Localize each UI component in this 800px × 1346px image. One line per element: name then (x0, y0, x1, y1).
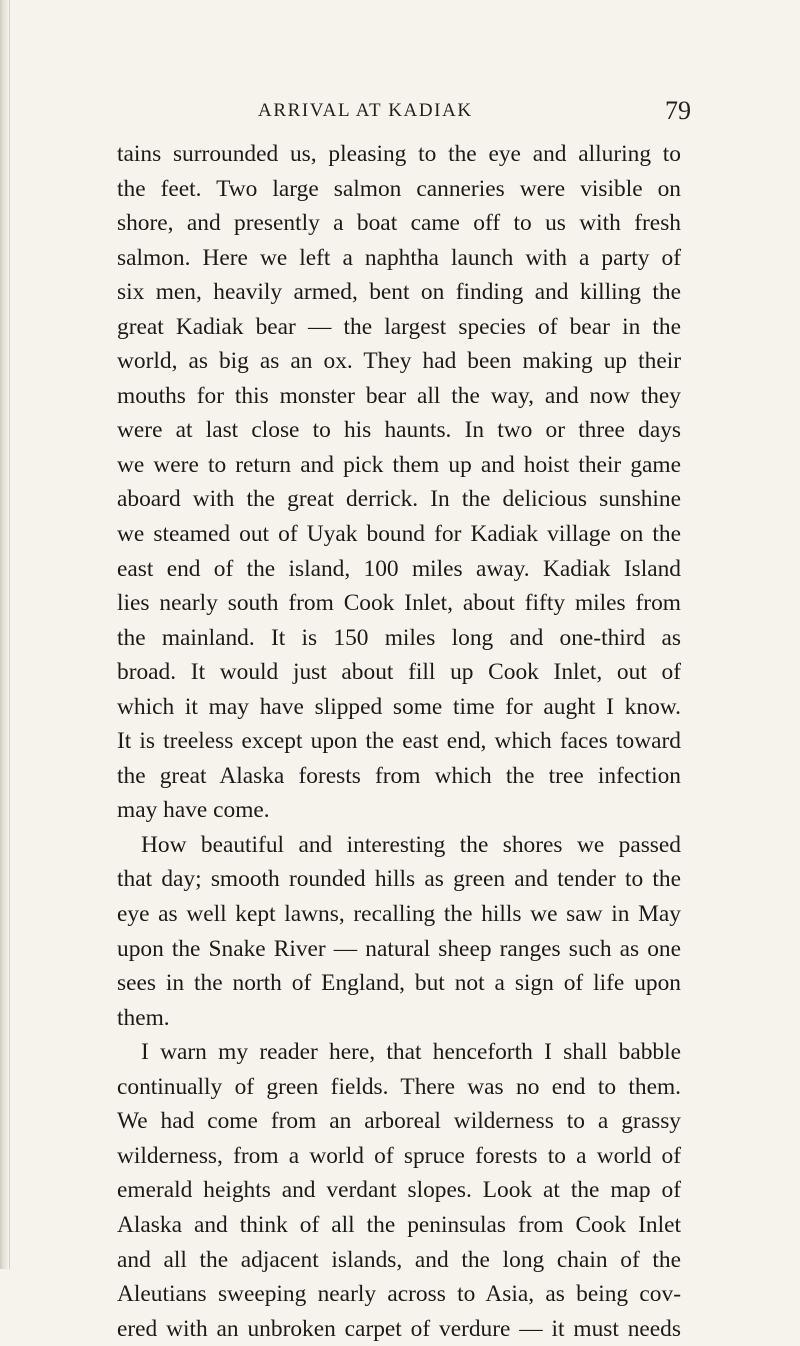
body-text (117, 137, 681, 1346)
text-line: mouths for this monster bear all the way, and now they (117, 382, 681, 409)
text-line: We had come from an arboreal wilderness to a grassy (117, 1108, 681, 1135)
text-line: How beautiful and interesting the shores we passed (141, 831, 681, 858)
running-head: ARRIVAL AT KADIAK (258, 100, 473, 121)
text-line: east end of the island, 100 miles away. Kadiak Island (117, 555, 681, 582)
text-line: which it may have slipped some time for aught I know. (117, 693, 681, 720)
page-header (0, 96, 800, 136)
page-gutter-line (9, 0, 10, 1269)
text-line: aboard with the great derrick. In the delicious sunshine (117, 486, 681, 513)
text-line: the feet. Two large salmon canneries were visible on (117, 175, 681, 202)
text-line: sees in the north of England, but not a sign of life upon (117, 970, 681, 997)
text-line: It is treeless except upon the east end, which faces toward (117, 728, 681, 755)
text-line: broad. It would just about fill up Cook Inlet, out of (117, 659, 681, 686)
text-line: great Kadiak bear — the largest species of bear in the (117, 313, 681, 340)
text-line: the great Alaska forests from which the tree infection (117, 762, 681, 789)
text-line: may have come. (117, 797, 270, 824)
text-line: salmon. Here we left a naphtha launch with a party of (117, 244, 681, 271)
text-line: shore, and presently a boat came off to us with fresh (117, 210, 681, 237)
text-line: and all the adjacent islands, and the long chain of the (117, 1246, 681, 1273)
text-line: them. (117, 1004, 170, 1031)
text-line: upon the Snake River — natural sheep ranges such as one (117, 935, 681, 962)
text-line: we were to return and pick them up and hoist their game (117, 451, 681, 478)
text-line: that day; smooth rounded hills as green and tender to the (117, 866, 681, 893)
text-line: tains surrounded us, pleasing to the eye and alluring to (117, 141, 681, 167)
text-line: ered with an unbroken carpet of verdure — it must needs (117, 1315, 681, 1342)
text-line: continually of green fields. There was no end to them. (117, 1073, 681, 1100)
text-line: Alaska and think of all the peninsulas from Cook Inlet (117, 1211, 681, 1238)
text-line: we steamed out of Uyak bound for Kadiak village on the (117, 521, 681, 548)
text-line: world, as big as an ox. They had been making up their (117, 348, 681, 375)
text-line: were at last close to his haunts. In two or three days (117, 417, 681, 444)
text-line: Aleutians sweeping nearly across to Asia, as being cov- (117, 1281, 681, 1308)
text-line: six men, heavily armed, bent on finding and killing the (117, 279, 681, 306)
page-number: 79 (665, 96, 691, 125)
text-line: the mainland. It is 150 miles long and one-third as (117, 624, 681, 651)
text-line: eye as well kept lawns, recalling the hills we saw in May (117, 901, 681, 928)
text-line: I warn my reader here, that henceforth I shall babble (141, 1039, 681, 1066)
text-line: emerald heights and verdant slopes. Look at the map of (117, 1177, 681, 1204)
text-line: wilderness, from a world of spruce forests to a world of (117, 1142, 681, 1169)
page-spine-shadow (0, 0, 8, 1269)
text-line: lies nearly south from Cook Inlet, about fifty miles from (117, 590, 681, 617)
